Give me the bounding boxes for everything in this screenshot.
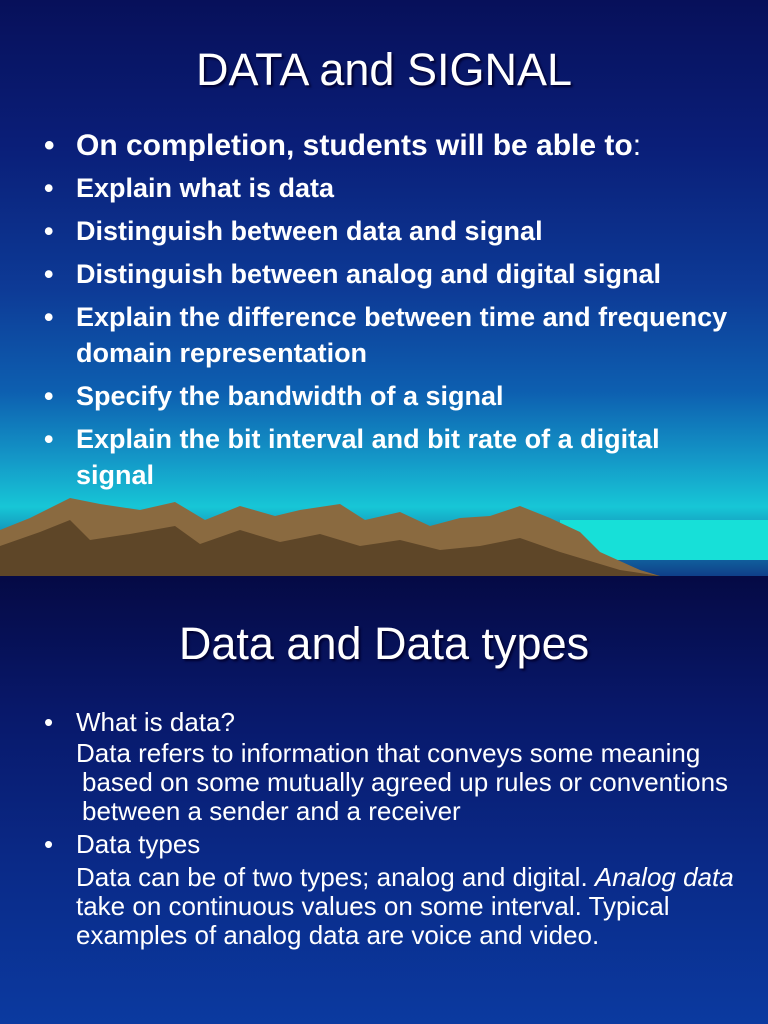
- mountain-landscape: [0, 490, 768, 576]
- bullet-icon: •: [44, 424, 54, 454]
- bullet-icon: •: [44, 829, 54, 859]
- bullet-icon: •: [44, 173, 54, 203]
- question-what-is-data: • What is data?: [44, 707, 235, 737]
- objective-item: • Explain what is data: [44, 170, 744, 206]
- objectives-list: [44, 128, 744, 500]
- data-types-description: Data can be of two types; analog and digital. Analog data take on continuous values on some interval. Typical examples of analog data are voice and video.: [76, 862, 734, 950]
- bullet-icon: •: [44, 259, 54, 289]
- slide1-title: DATA and SIGNAL: [196, 44, 572, 95]
- bullet-icon: •: [44, 707, 54, 737]
- objective-item: • Distinguish between analog and digital signal: [44, 256, 744, 292]
- objective-item: • Explain the difference between time and frequency domain representation: [44, 299, 744, 371]
- objective-item: • Distinguish between data and signal: [44, 213, 744, 249]
- slide2-title: Data and Data types: [178, 618, 590, 669]
- question-data-types: • Data types: [44, 829, 201, 859]
- bullet-icon: •: [44, 302, 54, 332]
- objective-item: • Explain the bit interval and bit rate of a digital signal: [44, 421, 744, 493]
- objectives-lead: • On completion, students will be able to:: [44, 129, 642, 162]
- bullet-icon: •: [44, 129, 55, 162]
- data-definition: Data refers to information that conveys some meaning based on some mutually agreed up rules or conventions between a sender and a receiver: [76, 738, 729, 826]
- bullet-icon: •: [44, 216, 54, 246]
- data-types-list: [44, 708, 744, 950]
- bullet-icon: •: [44, 381, 54, 411]
- objective-item: • Specify the bandwidth of a signal: [44, 378, 744, 414]
